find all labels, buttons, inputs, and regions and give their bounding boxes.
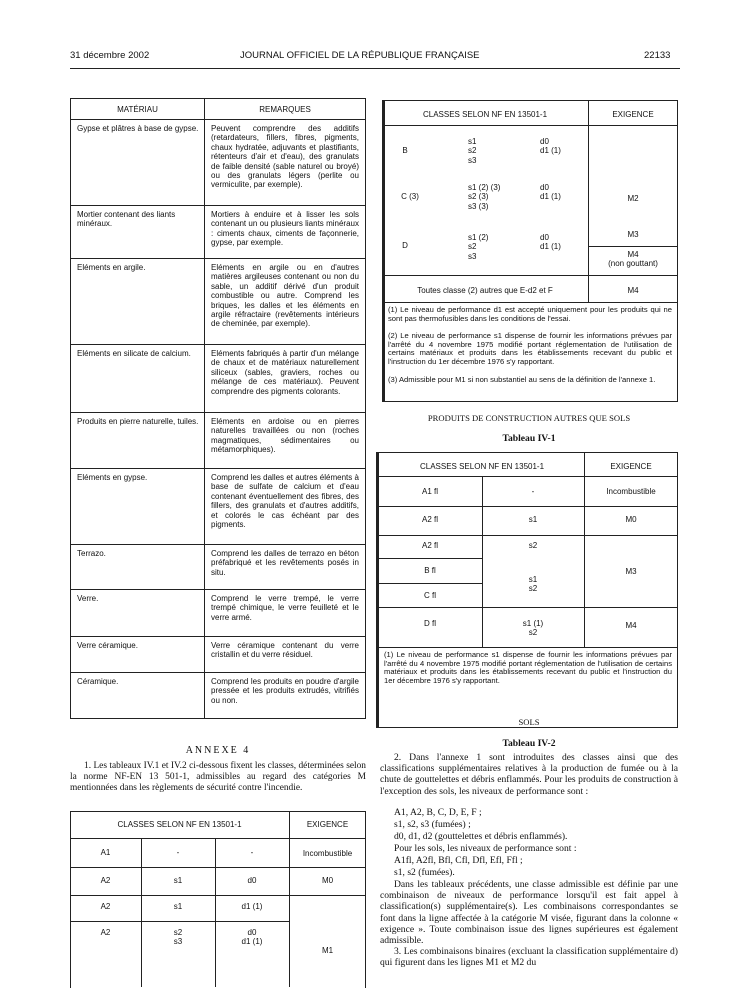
requirement-cell: M2 <box>627 194 639 203</box>
list-item: s1, s2, s3 (fumées) ; <box>394 819 471 830</box>
class-cell: - <box>176 848 180 857</box>
remark-cell: Comprend le verre trempé, le verre trempé chimique, le verre feuilleté et le verre armé. <box>205 590 366 637</box>
remark-cell: Eléments en argile ou en d'autres matières argileuses contenant ou non du sable, un additif dérivé d'un produit combustible ou autre. Comprend les briques, les dalles et les éléments en argile réfractaire (revêtements intérieurs de cheminée, par exemple). <box>205 259 366 345</box>
class-cell: d0 d1 (1) <box>540 183 561 202</box>
class-cell: A2 fl <box>421 541 438 550</box>
class-cell: D <box>402 241 408 250</box>
class-cell: s1 s2 <box>528 575 538 594</box>
paragraph: Dans les tableaux précédents, une classe admissible est définie par une combinaison de niveaux de performance lorsqu'il est fait appel à classification(s) supplémentaire(s). Les combinaisons correspondantes se font dans la ligne affectée à la catégorie M visée, figurant dans la colonne « exigence ». Toute combinaison issue des lignes supérieures est également admissible. <box>380 879 678 947</box>
class-cell: d0 <box>247 876 257 885</box>
remark-cell: Comprend les dalles et autres éléments à base de sulfate de calcium et d'eau contenant éventuellement des fibres, des fillers, des granulats et d'autres additifs, et colorés le cas échéant par des pigments. <box>205 469 366 545</box>
requirement-cell: Incombustible <box>302 849 353 858</box>
paragraph: 2. Dans l'annexe 1 sont introduites des classes ainsi que des classifications supplémentaires relatives à la production de fumée ou à la chute de gouttelettes et débris enflammés. Pour les produits de construction à l'exception des sols, les niveaux de performance sont : <box>380 752 678 797</box>
remark-cell: Peuvent comprendre des additifs (retardateurs, fillers, fibres, pigments, chaux hydratée, adjuvants et plastifiants, rétenteurs d'air et d'eau), des granulats de faible densité (sable naturel ou broyé) ou des granulats légers (perlite ou vermiculite, par exemple). <box>205 120 366 206</box>
class-cell: A2 <box>100 902 111 911</box>
requirement-cell: M4 (non gouttant) <box>608 250 658 269</box>
class-cell: s2 <box>528 541 538 550</box>
material-cell: Verre céramique. <box>71 637 205 673</box>
requirement-cell: M4 <box>625 621 637 630</box>
requirement-cell: M0 <box>321 876 334 885</box>
class-cell: Toutes classe (2) autres que E-d2 et F <box>417 286 553 295</box>
class-cell: C fl <box>424 591 436 600</box>
class-cell: C (3) <box>401 192 419 201</box>
material-cell: Eléments en silicate de calcium. <box>71 345 205 413</box>
class-cell: s2 s3 <box>173 928 183 947</box>
remark-cell: Comprend les dalles de terrazo en béton préfabriqué et les revêtements posés in situ. <box>205 545 366 590</box>
requirement-cell: M0 <box>625 515 637 524</box>
remark-cell: Comprend les produits en poudre d'argile pressée et les produits extrudés, vitrifiés ou non. <box>205 673 366 719</box>
right-table-col-classes: CLASSES SELON NF EN 13501-1 <box>422 110 548 119</box>
requirement-cell: Incombustible <box>606 487 656 496</box>
materials-table <box>70 98 366 719</box>
class-cell: s1 (2) s2 s3 <box>468 233 489 261</box>
requirement-cell: M3 <box>627 230 639 239</box>
class-cell: d0 d1 (1) <box>241 928 263 947</box>
requirement-cell: M3 <box>625 567 637 576</box>
section-title: PRODUITS DE CONSTRUCTION AUTRES QUE SOLS <box>427 413 631 423</box>
class-cell: D fl <box>424 619 436 628</box>
section-title: SOLS <box>518 717 540 727</box>
class-cell: d0 d1 (1) <box>540 137 561 156</box>
class-cell: s1 (1) s2 <box>522 619 544 638</box>
remark-cell: Verre céramique contenant du verre cristallin et du verre résiduel. <box>205 637 366 673</box>
table-title: Tableau IV-2 <box>502 738 556 749</box>
table-title: Tableau IV-1 <box>502 433 556 444</box>
material-cell: Mortier contenant des liants minéraux. <box>71 206 205 259</box>
class-cell: s1 (2) (3) s2 (3) s3 (3) <box>468 183 501 211</box>
material-cell: Céramique. <box>71 673 205 719</box>
list-item: A1, A2, B, C, D, E, F ; <box>394 807 482 818</box>
class-cell: s1 <box>173 876 183 885</box>
footnote: (1) Le niveau de performance d1 est accepté uniquement pour les produits qui ne sont pas thermofusibles dans les conditions de l'essai. <box>388 305 672 323</box>
left-table-col-exigence: EXIGENCE <box>306 820 349 829</box>
footnote: (2) Le niveau de performance s1 dispense de fournir les informations prévues par l'arrêté du 4 novembre 1975 modifié portant réglementation de l'utilisation de certains matériaux et produits dans les établissements recevant du public et l'instruction du 1er décembre 1976 s'y rapportant. <box>388 331 672 366</box>
header-date: 31 décembre 2002 <box>70 50 150 61</box>
header-journal: JOURNAL OFFICIEL DE LA RÉPUBLIQUE FRANÇAISE <box>240 50 480 61</box>
class-cell: A1 fl <box>421 487 438 496</box>
annexe-paragraph: 1. Les tableaux IV.1 et IV.2 ci-dessous fixent les classes, déterminées selon la norme NF-EN 13 501-1, admissibles au regard des catégories M mentionnées dans les règlements de sécurité contre l'incendie. <box>70 761 366 793</box>
class-cell: A1 <box>100 848 111 857</box>
class-cell: A2 fl <box>421 515 438 524</box>
list-item: s1, s2 (fumées). <box>394 867 455 878</box>
class-cell: - <box>531 487 535 496</box>
requirement-cell: M4 <box>627 286 639 295</box>
material-cell: Produits en pierre naturelle, tuiles. <box>71 413 205 469</box>
material-cell: Gypse et plâtres à base de gypse. <box>71 120 205 206</box>
list-item: A1fl, A2fl, Bfl, Cfl, Dfl, Efl, Ffl ; <box>394 855 523 866</box>
requirement-cell: M1 <box>321 946 334 955</box>
header-page-number: 22133 <box>644 50 671 61</box>
remark-cell: Eléments fabriqués à partir d'un mélange de chaux et de matériaux naturellement siliceux (sables, graviers, roches ou mélange de ces matériaux). Peuvent comprendre des pigments colorants. <box>205 345 366 413</box>
class-cell: d1 (1) <box>241 902 263 911</box>
footnote: (1) Le niveau de performance s1 dispense de fournir les informations prévues par l'arrêté du 4 novembre 1975 modifié portant réglementation de l'utilisation de certains matériaux et produits dans les établissements recevant du public et l'instruction du 1er décembre 1976 s'y rapportant. <box>384 650 672 685</box>
materials-col-remarks: REMARQUES <box>205 99 366 120</box>
material-cell: Eléments en gypse. <box>71 469 205 545</box>
iv1-col-classes: CLASSES SELON NF EN 13501-1 <box>419 462 545 471</box>
material-cell: Verre. <box>71 590 205 637</box>
annexe-title: ANNEXE 4 <box>185 745 251 756</box>
iv1-col-exigence: EXIGENCE <box>610 462 652 471</box>
materials-col-material: MATÉRIAU <box>71 99 205 120</box>
class-cell: - <box>250 848 254 857</box>
class-cell: A2 <box>100 928 111 937</box>
paragraph: 3. Les combinaisons binaires (excluant la classification supplémentaire d) qui figurent dans les lignes M1 et M2 du <box>380 946 678 969</box>
right-table-col-exigence: EXIGENCE <box>612 110 654 119</box>
paragraph: Pour les sols, les niveaux de performance sont : <box>394 843 577 854</box>
class-cell: B <box>402 146 408 155</box>
material-cell: Eléments en argile. <box>71 259 205 345</box>
class-cell: d0 d1 (1) <box>540 233 561 252</box>
footnote: (3) Admissible pour M1 si non substantiel au sens de la définition de l'annexe 1. <box>388 375 656 384</box>
left-table-col-classes: CLASSES SELON NF EN 13501-1 <box>117 820 242 829</box>
class-cell: s1 <box>173 902 183 911</box>
class-cell: s1 <box>528 515 538 524</box>
material-cell: Terrazo. <box>71 545 205 590</box>
remark-cell: Eléments en ardoise ou en pierres naturelles travaillées ou non (roches magmatiques, sédimentaires ou métamorphiques). <box>205 413 366 469</box>
list-item: d0, d1, d2 (gouttelettes et débris enflammés). <box>394 831 568 842</box>
class-cell: B fl <box>424 566 436 575</box>
remark-cell: Mortiers à enduire et à lisser les sols contenant un ou plusieurs liants minéraux : ciments chaux, ciments de façonnerie, gypse, par exemple. <box>205 206 366 259</box>
class-cell: A2 <box>100 876 111 885</box>
header-rule <box>70 68 680 69</box>
class-cell: s1 s2 s3 <box>468 137 477 165</box>
